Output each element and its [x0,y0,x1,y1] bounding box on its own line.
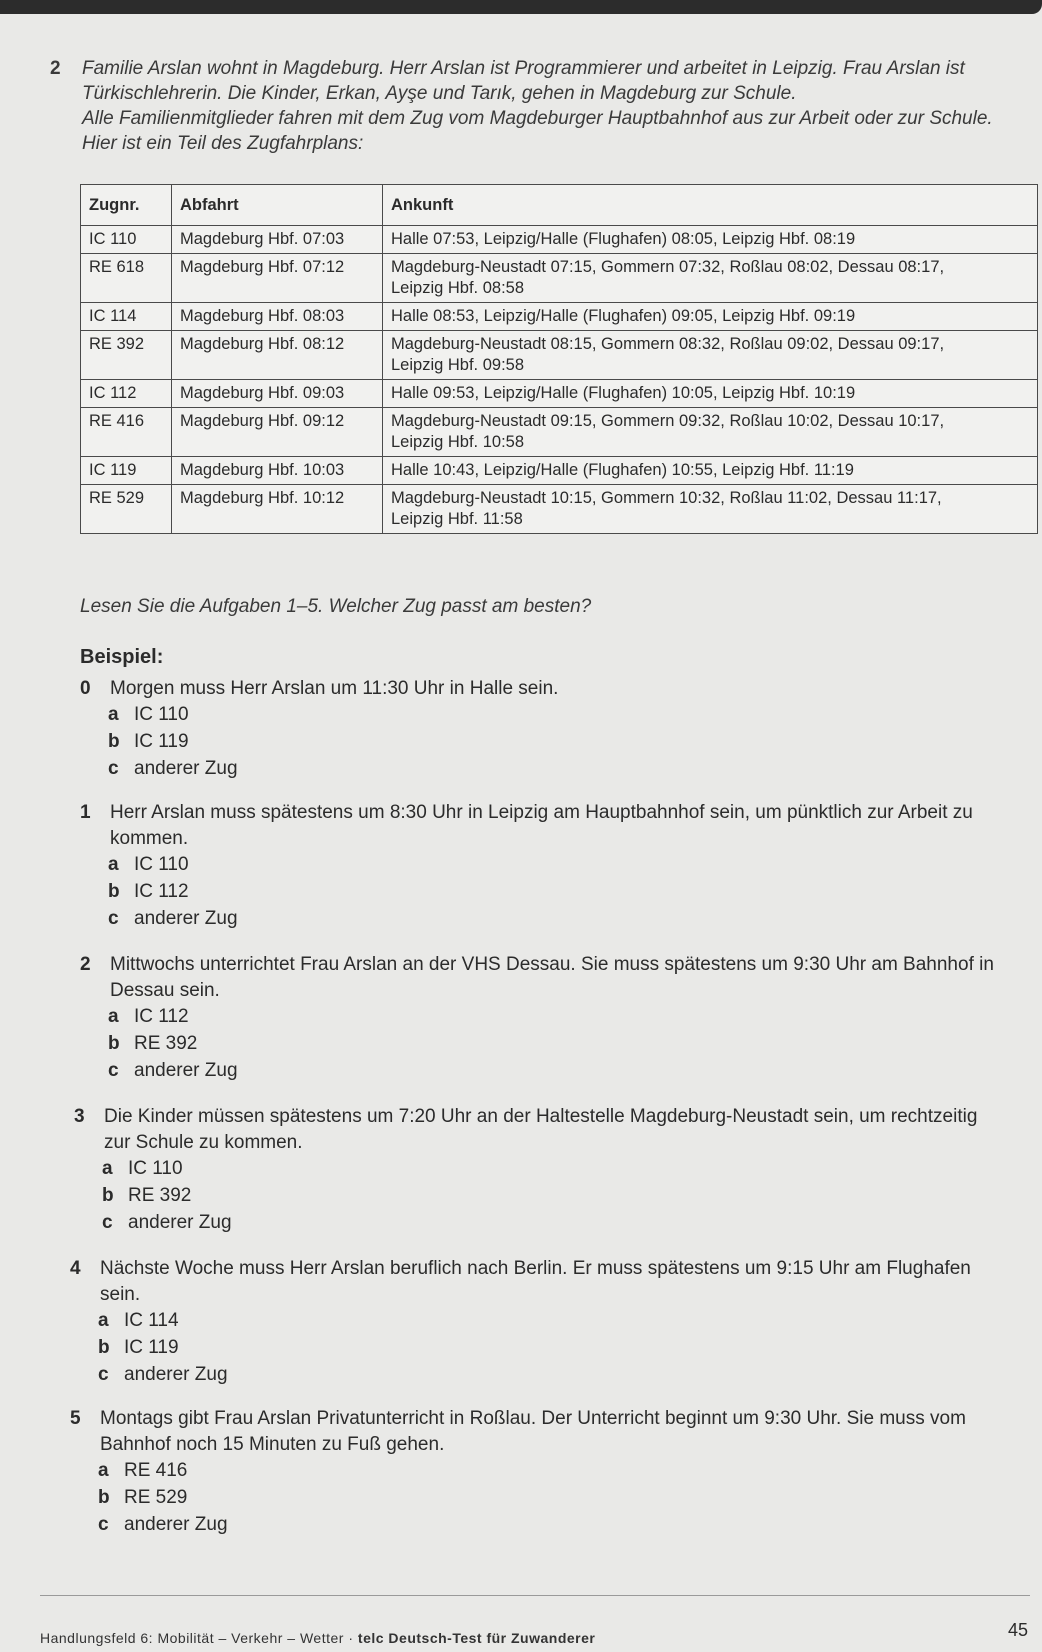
question-text: Herr Arslan muss spätestens um 8:30 Uhr in Leipzig am Hauptbahnhof sein, um pünktlich zur Arbeit zu kommen. [110,802,973,849]
arrival-cell: Magdeburg-Neustadt 08:15, Gommern 08:32, Roßlau 09:02, Dessau 09:17, Leipzig Hbf. 09:58 [383,331,1038,380]
arrival-cell: Magdeburg-Neustadt 09:15, Gommern 09:32, Roßlau 10:02, Dessau 10:17, Leipzig Hbf. 10:58 [383,408,1038,457]
option-text: IC 110 [134,704,189,725]
answer-option-a[interactable] [108,852,1010,879]
departure-cell: Magdeburg Hbf. 07:12 [172,254,383,303]
option-text: IC 114 [124,1310,179,1331]
question-number: 5 [70,1408,81,1429]
timetable-header-row [81,185,1038,226]
option-letter: a [102,1158,113,1179]
question-1 [80,800,1010,933]
answer-option-a[interactable] [108,702,1010,729]
arrival-cell: Halle 07:53, Leipzig/Halle (Flughafen) 08:05, Leipzig Hbf. 08:19 [383,226,1038,254]
footer [40,1630,595,1646]
answer-option-b[interactable] [102,1183,1004,1210]
arrival-cell: Magdeburg-Neustadt 07:15, Gommern 07:32, Roßlau 08:02, Dessau 08:17, Leipzig Hbf. 08:58 [383,254,1038,303]
answer-option-b[interactable] [108,879,1010,906]
option-letter: c [98,1514,109,1535]
answer-option-b[interactable] [108,729,1010,756]
train-number-cell: RE 416 [81,408,172,457]
timetable-row [81,408,1038,457]
task-heading: Lesen Sie die Aufgaben 1–5. Welcher Zug passt am besten? [80,596,592,617]
arrival-cell: Halle 10:43, Leipzig/Halle (Flughafen) 10:55, Leipzig Hbf. 11:19 [383,457,1038,485]
answer-option-b[interactable] [108,1031,1010,1058]
question-3 [74,1104,1004,1237]
question-text: Nächste Woche muss Herr Arslan beruflich nach Berlin. Er muss spätestens um 9:15 Uhr am Flughafen sein. [100,1258,971,1305]
option-letter: a [108,854,119,875]
train-number-cell: IC 114 [81,303,172,331]
option-letter: b [108,881,120,902]
question-4 [70,1256,1000,1389]
option-letter: b [98,1487,110,1508]
question-number: 0 [80,678,91,699]
option-text: RE 416 [124,1460,188,1481]
option-text: IC 112 [134,1006,189,1027]
option-text: IC 112 [134,881,189,902]
timetable [80,184,1038,534]
footer-section: Handlungsfeld 6: Mobilität – Verkehr – Wetter · [40,1630,354,1646]
option-text: RE 392 [128,1185,192,1206]
footer-brand: telc Deutsch-Test für Zuwanderer [357,1630,596,1646]
question-text: Die Kinder müssen spätestens um 7:20 Uhr an der Haltestelle Magdeburg-Neustadt sein, um rechtzeitig zur Schule zu kommen. [104,1106,978,1153]
departure-cell: Magdeburg Hbf. 10:03 [172,457,383,485]
question-0 [80,676,1010,783]
option-letter: b [108,1033,120,1054]
option-text: anderer Zug [134,1060,238,1081]
timetable-row [81,380,1038,408]
option-text: anderer Zug [128,1212,232,1233]
train-number-cell: RE 618 [81,254,172,303]
departure-cell: Magdeburg Hbf. 07:03 [172,226,383,254]
option-text: IC 119 [134,731,189,752]
answer-option-c[interactable] [98,1362,1000,1389]
question-number: 3 [74,1106,85,1127]
option-letter: c [98,1364,109,1385]
footer-divider [40,1595,1030,1596]
option-text: RE 529 [124,1487,188,1508]
departure-cell: Magdeburg Hbf. 08:03 [172,303,383,331]
option-text: IC 119 [124,1337,179,1358]
arrival-cell: Halle 08:53, Leipzig/Halle (Flughafen) 09:05, Leipzig Hbf. 09:19 [383,303,1038,331]
answer-option-c[interactable] [108,756,1010,783]
option-text: IC 110 [134,854,189,875]
answer-option-b[interactable] [98,1485,1000,1512]
question-number: 4 [70,1258,81,1279]
intro-paragraph-2: Alle Familienmitglieder fahren mit dem Zug vom Magdeburger Hauptbahnhof aus zur Arbeit oder zur Schule. Hier ist ein Teil des Zugfahrplans: [82,108,993,154]
beispiel-label: Beispiel: [80,646,164,668]
departure-cell: Magdeburg Hbf. 10:12 [172,485,383,534]
option-letter: b [108,731,120,752]
option-letter: a [108,704,119,725]
departure-cell: Magdeburg Hbf. 08:12 [172,331,383,380]
answer-option-c[interactable] [108,1058,1010,1085]
answer-option-b[interactable] [98,1335,1000,1362]
header-ankunft: Ankunft [383,185,1038,226]
exercise-number: 2 [50,58,61,79]
option-letter: a [98,1310,109,1331]
answer-option-a[interactable] [108,1004,1010,1031]
question-5 [70,1406,1000,1539]
option-letter: b [98,1337,110,1358]
departure-cell: Magdeburg Hbf. 09:03 [172,380,383,408]
option-text: anderer Zug [124,1514,228,1535]
header-zugnr: Zugnr. [81,185,172,226]
option-letter: c [108,908,119,929]
arrival-cell: Magdeburg-Neustadt 10:15, Gommern 10:32, Roßlau 11:02, Dessau 11:17, Leipzig Hbf. 11:58 [383,485,1038,534]
answer-option-a[interactable] [98,1308,1000,1335]
question-text: Morgen muss Herr Arslan um 11:30 Uhr in Halle sein. [110,678,559,699]
question-2 [80,952,1010,1085]
question-text: Montags gibt Frau Arslan Privatunterricht in Roßlau. Der Unterricht beginnt um 9:30 Uhr. Sie muss vom Bahnhof noch 15 Minuten zu Fuß gehen. [100,1408,966,1455]
arrival-cell: Halle 09:53, Leipzig/Halle (Flughafen) 10:05, Leipzig Hbf. 10:19 [383,380,1038,408]
departure-cell: Magdeburg Hbf. 09:12 [172,408,383,457]
page-top-edge [0,0,1042,14]
train-number-cell: RE 529 [81,485,172,534]
header-abfahrt: Abfahrt [172,185,383,226]
timetable-row [81,303,1038,331]
timetable-row [81,226,1038,254]
answer-option-c[interactable] [102,1210,1004,1237]
timetable-row [81,457,1038,485]
option-letter: a [98,1460,109,1481]
train-number-cell: IC 119 [81,457,172,485]
option-letter: c [108,1060,119,1081]
answer-option-c[interactable] [108,906,1010,933]
option-text: IC 110 [128,1158,183,1179]
timetable-row [81,485,1038,534]
train-number-cell: IC 110 [81,226,172,254]
answer-option-c[interactable] [98,1512,1000,1539]
option-text: RE 392 [134,1033,198,1054]
train-number-cell: IC 112 [81,380,172,408]
intro-block [52,56,1032,156]
option-text: anderer Zug [124,1364,228,1385]
answer-option-a[interactable] [102,1156,1004,1183]
intro-paragraph-1: Familie Arslan wohnt in Magdeburg. Herr Arslan ist Programmierer und arbeitet in Leipzig. Frau Arslan ist Türkischlehrerin. Die Kinder, Erkan, Ayşe und Tarık, gehen in Magdeburg zur Schule. [82,58,965,104]
option-letter: c [102,1212,113,1233]
option-letter: c [108,758,119,779]
question-text: Mittwochs unterrichtet Frau Arslan an der VHS Dessau. Sie muss spätestens um 9:30 Uhr am Bahnhof in Dessau sein. [110,954,994,1001]
option-text: anderer Zug [134,758,238,779]
answer-option-a[interactable] [98,1458,1000,1485]
train-number-cell: RE 392 [81,331,172,380]
option-text: anderer Zug [134,908,238,929]
option-letter: a [108,1006,119,1027]
question-number: 1 [80,802,91,823]
page-number: 45 [1007,1620,1028,1640]
option-letter: b [102,1185,114,1206]
timetable-row [81,254,1038,303]
timetable-row [81,331,1038,380]
question-number: 2 [80,954,91,975]
